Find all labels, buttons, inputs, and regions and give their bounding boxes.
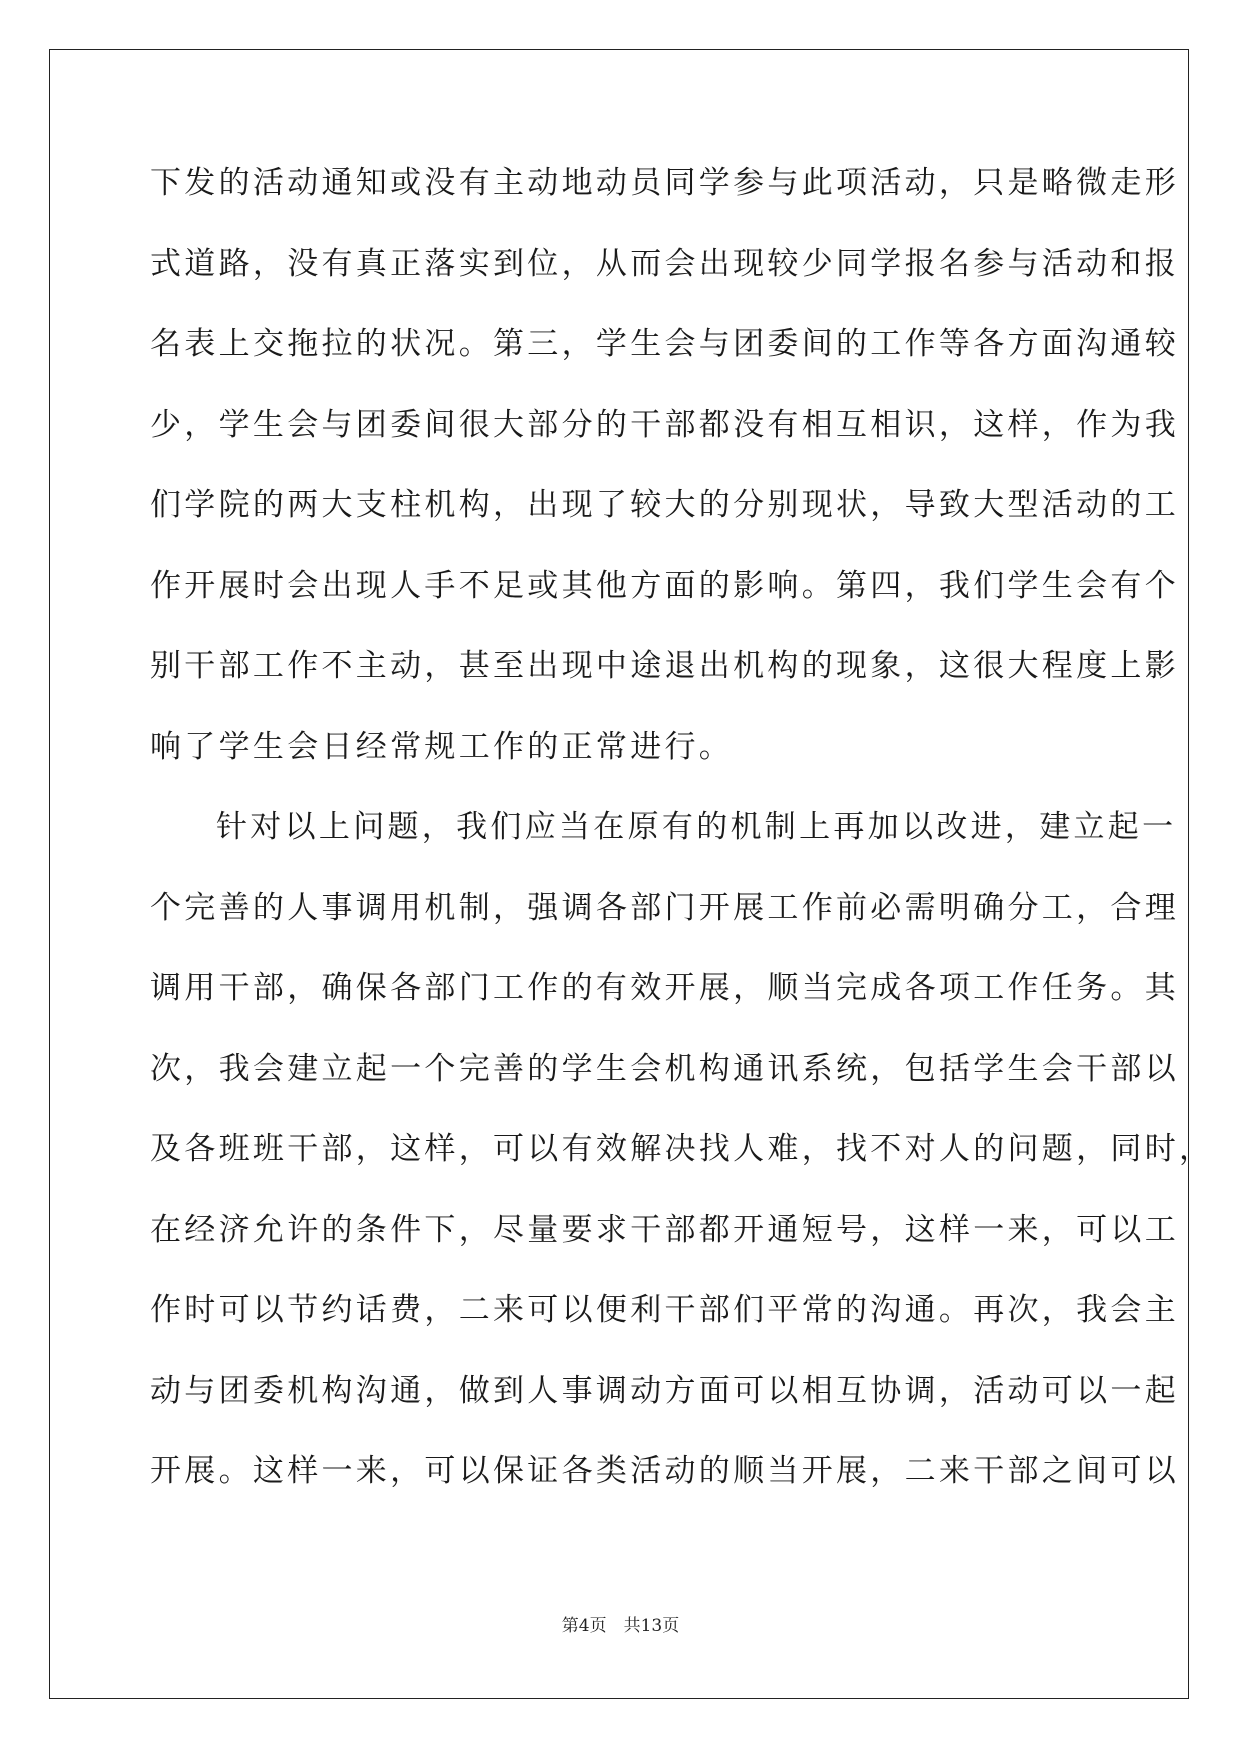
text-line: 调用干部，确保各部门工作的有效开展，顺当完成各项工作任务。其 <box>150 970 1179 1006</box>
text-line: 及各班班干部，这样，可以有效解决找人难，找不对人的问题，同时， <box>150 1131 1214 1167</box>
text-line: 在经济允许的条件下，尽量要求干部都开通短号，这样一来，可以工 <box>150 1211 1179 1248</box>
text-line: 作开展时会出现人手不足或其他方面的影响。第四，我们学生会有个 <box>150 567 1179 604</box>
text-line: 响了学生会日经常规工作的正常进行。 <box>150 728 734 765</box>
paragraph-first-line: 针对以上问题，我们应当在原有的机制上再加以改进，建立起一 <box>216 809 1177 845</box>
text-line: 少，学生会与团委间很大部分的干部都没有相互相识，这样，作为我 <box>150 406 1179 443</box>
text-line: 动与团委机构沟通，做到人事调动方面可以相互协调，活动可以一起 <box>150 1372 1179 1409</box>
text-line: 名表上交拖拉的状况。第三，学生会与团委间的工作等各方面沟通较 <box>150 326 1179 362</box>
text-line: 个完善的人事调用机制，强调各部门开展工作前必需明确分工，合理 <box>150 889 1179 926</box>
text-line: 作时可以节约话费，二来可以便利干部们平常的沟通。再次，我会主 <box>150 1292 1179 1328</box>
text-line: 次，我会建立起一个完善的学生会机构通讯系统，包括学生会干部以 <box>150 1050 1179 1087</box>
document-body <box>150 157 1214 1526</box>
text-line: 下发的活动通知或没有主动地动员同学参与此项活动，只是略微走形 <box>150 165 1179 201</box>
page-number-footer: 第4页 共13页 <box>561 1616 680 1636</box>
text-line: 式道路，没有真正落实到位，从而会出现较少同学报名参与活动和报 <box>150 245 1179 282</box>
text-line: 开展。这样一来，可以保证各类活动的顺当开展，二来干部之间可以 <box>150 1453 1179 1489</box>
text-line: 别干部工作不主动，甚至出现中途退出机构的现象，这很大程度上影 <box>150 648 1179 684</box>
text-line: 们学院的两大支柱机构，出现了较大的分别现状，导致大型活动的工 <box>150 487 1179 523</box>
